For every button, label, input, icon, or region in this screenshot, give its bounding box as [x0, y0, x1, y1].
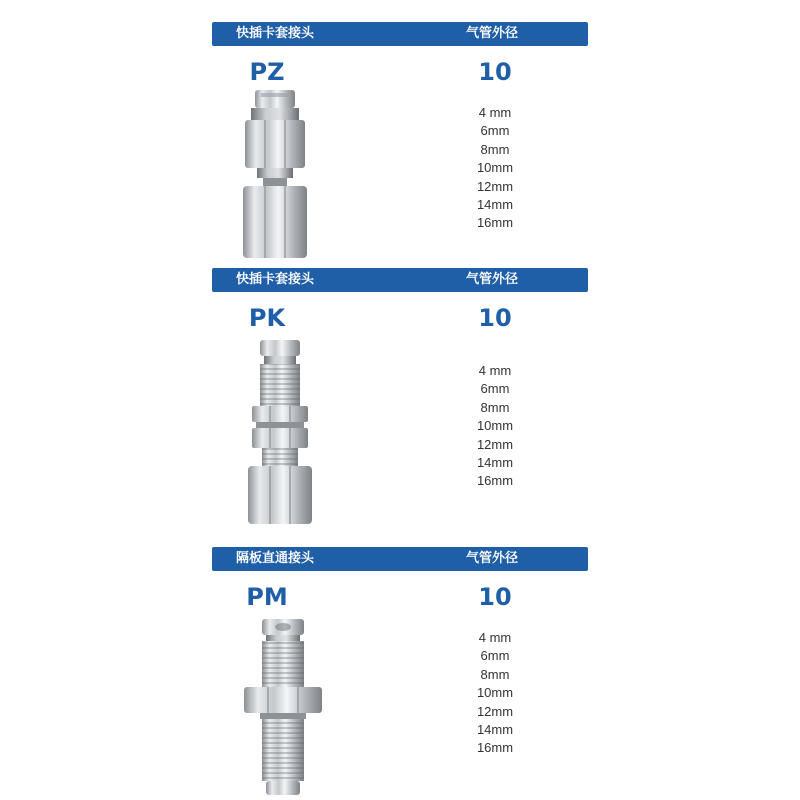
size-option: 6mm [480, 381, 510, 397]
size-option: 10mm [476, 418, 514, 434]
size-option: 6mm [480, 648, 510, 664]
size-option: 8mm [480, 141, 510, 157]
size-option: 14mm [476, 721, 514, 737]
size-option: 12mm [476, 703, 514, 719]
model-code: PZ [249, 58, 285, 86]
size-option: 14mm [476, 196, 514, 212]
size-option: 16mm [476, 215, 514, 231]
diameter-label: 气管外径 [466, 26, 519, 41]
selected-size: 10 [478, 304, 512, 332]
size-option: 10mm [476, 685, 514, 701]
size-list [455, 629, 535, 758]
size-option: 12mm [476, 178, 514, 194]
selected-size: 10 [478, 583, 512, 611]
size-option: 10mm [476, 160, 514, 176]
size-option: 8mm [480, 399, 510, 415]
category-label: 隔板直通接头 [236, 551, 315, 566]
size-option: 4 mm [478, 363, 512, 378]
size-option: 16mm [476, 740, 514, 756]
fitting-image-pm [238, 619, 328, 797]
size-option: 14mm [476, 454, 514, 470]
diameter-label: 气管外径 [466, 272, 519, 287]
size-option: 4 mm [478, 105, 512, 120]
size-option: 6mm [480, 123, 510, 139]
header-bar [212, 547, 588, 571]
selected-size: 10 [478, 58, 512, 86]
size-option: 8mm [480, 666, 510, 682]
diameter-label: 气管外径 [466, 551, 519, 566]
size-option: 16mm [476, 473, 514, 489]
model-code: PK [248, 304, 286, 332]
header-bar [212, 22, 588, 46]
size-list [455, 362, 535, 491]
size-option: 4 mm [478, 630, 512, 645]
size-list [455, 104, 535, 233]
header-bar [212, 268, 588, 292]
category-label: 快插卡套接头 [236, 272, 315, 287]
fitting-image-pz [235, 90, 315, 270]
fitting-image-pk [240, 340, 320, 530]
size-option: 12mm [476, 436, 514, 452]
category-label: 快插卡套接头 [236, 26, 315, 41]
model-code: PM [246, 583, 288, 611]
